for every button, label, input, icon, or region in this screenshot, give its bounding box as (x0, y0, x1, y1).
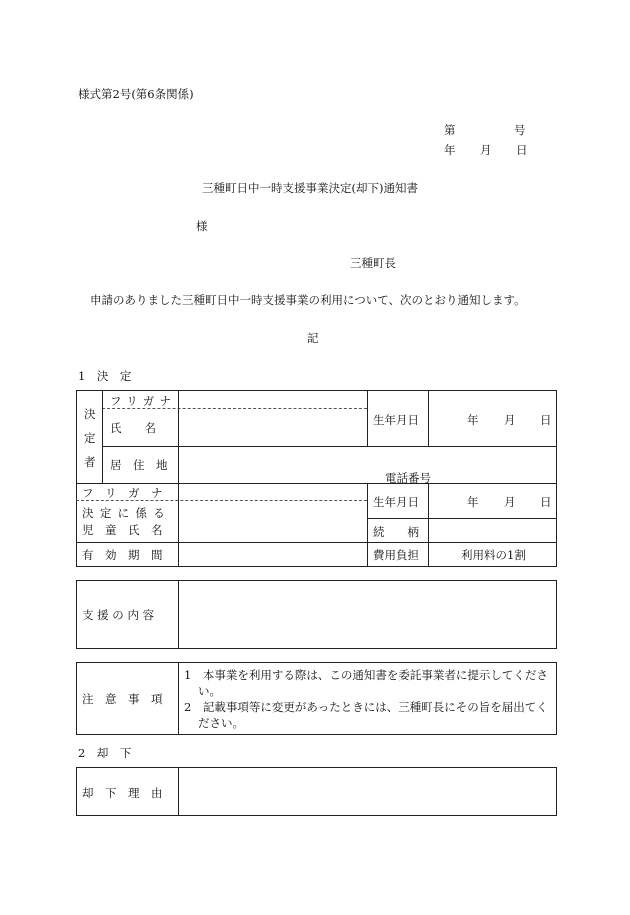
divider (367, 518, 557, 519)
note-line-2: い。 (198, 684, 221, 698)
divider (428, 483, 429, 567)
side-label-2: 定 (84, 431, 96, 445)
address-label: 居 住 地 (110, 458, 168, 472)
child-birth-day: 日 (540, 495, 552, 509)
divider (178, 767, 179, 816)
phone-label: 電話番号 (385, 471, 431, 485)
note-line-3: 2 記載事項等に変更があったときには、三種町長にその旨を届出てく (184, 700, 548, 714)
ki-mark: 記 (307, 331, 319, 345)
form-label: 様式第2号(第6条関係) (78, 87, 194, 101)
period-label: 有 効 期 間 (82, 548, 163, 562)
intro-text: 申請のありました三種町日中一時支援事業の利用について、次のとおり通知します。 (90, 293, 526, 307)
section-1-heading: 1 決 定 (78, 369, 132, 383)
note-line-4: ださい。 (198, 716, 244, 730)
date-month: 月 (480, 143, 492, 157)
birth-year: 年 (467, 413, 479, 427)
child-birth-month: 月 (504, 495, 516, 509)
divider (367, 390, 368, 446)
support-label: 支 援 の 内 容 (82, 608, 155, 622)
birthdate-label: 生年月日 (373, 413, 419, 427)
child-name-label-1: 決定に係る (82, 506, 172, 520)
document-title: 三種町日中一時支援事業決定(却下)通知書 (202, 181, 418, 195)
relationship-label: 続 柄 (373, 525, 419, 539)
child-furigana-label: フ リ ガ ナ (82, 486, 163, 500)
side-label-1: 決 (84, 407, 96, 421)
date-day: 日 (516, 143, 528, 157)
birth-month: 月 (504, 413, 516, 427)
divider (102, 390, 103, 483)
note-line-1: 1 本事業を利用する際は、この通知書を委託事業者に提示してくださ (184, 668, 548, 682)
notes-label: 注 意 事 項 (82, 692, 163, 706)
issuer: 三種町長 (350, 256, 396, 270)
side-label-3: 者 (84, 455, 96, 469)
divider (178, 390, 179, 567)
date-year: 年 (444, 143, 456, 157)
child-name-label-2: 児 童 氏 名 (82, 523, 163, 537)
doc-number-dai: 第 (444, 123, 456, 137)
divider (178, 580, 179, 649)
name-label: 氏 名 (110, 421, 156, 435)
doc-number-go: 号 (514, 123, 526, 137)
furigana-label: フリガナ (110, 394, 177, 408)
child-birthdate-label: 生年月日 (373, 495, 419, 509)
cost-value: 利用料の1割 (461, 548, 526, 562)
birth-day: 日 (540, 413, 552, 427)
addressee-suffix: 様 (196, 219, 208, 233)
divider (428, 390, 429, 446)
divider (178, 662, 179, 735)
reject-reason-label: 却 下 理 由 (82, 786, 163, 800)
child-birth-year: 年 (467, 495, 479, 509)
divider (367, 483, 368, 567)
divider (76, 542, 557, 543)
cost-label: 費用負担 (373, 548, 419, 562)
divider (102, 446, 557, 447)
section-2-heading: 2 却 下 (78, 746, 132, 760)
decision-table (76, 390, 557, 567)
divider (76, 483, 557, 484)
